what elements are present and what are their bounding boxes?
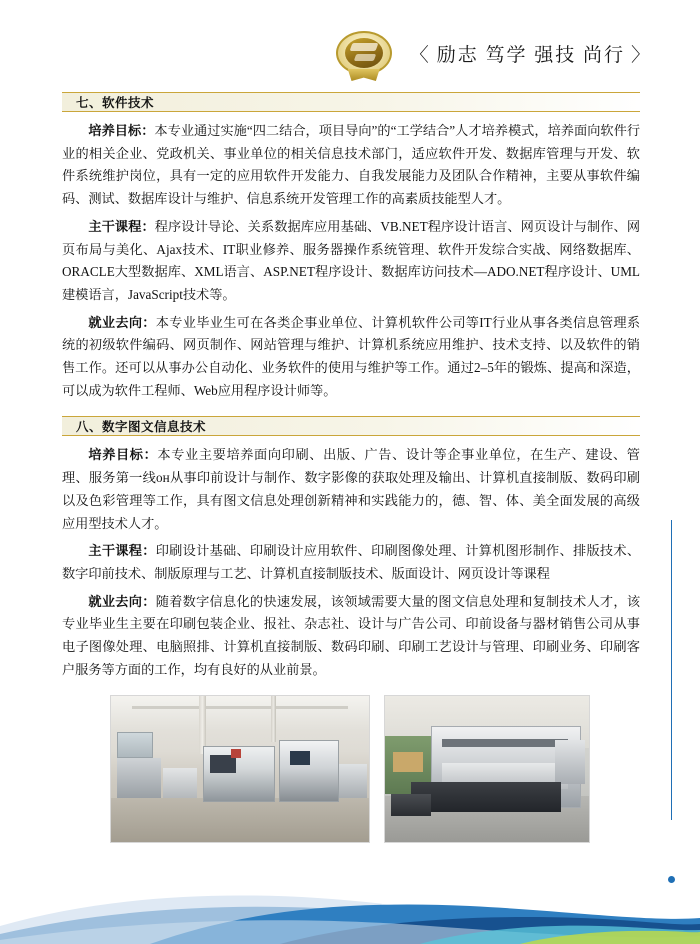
school-motto xyxy=(404,40,658,67)
motto-text: 励志 笃学 强技 尚行 xyxy=(436,44,625,66)
offset-press-photo xyxy=(384,695,590,843)
paragraph-training-objective xyxy=(62,120,640,211)
paragraph-core-courses xyxy=(62,216,640,307)
motto-close-bracket: 〉 xyxy=(630,44,652,66)
paragraph-label: 就业去向： xyxy=(88,593,156,609)
section-heading-digital-graphic-information-technology xyxy=(62,416,640,436)
paragraph-label: 主干课程： xyxy=(88,218,155,234)
digital-printing-lab-photo xyxy=(110,695,370,843)
paragraph-label: 主干课程： xyxy=(88,543,156,559)
paragraph-text: 印刷设计基础、印刷设计应用软件、印刷图像处理、计算机图形制作、排版技术、数字印前技术、制版原理与工艺、计算机直接制版技术、版面设计、网页设计等课程 xyxy=(62,543,641,581)
photo-row xyxy=(110,695,590,843)
paragraph-text: 程序设计导论、关系数据库应用基础、VB.NET程序设计语言、网页设计与制作、网页布局与美化、Ajax技术、IT职业修养、服务器操作系统管理、软件开发综合实战、网络数据库、ORACLE大型数据库、XML语言、ASP.NET程序设计、数据库访问技术—ADO.NET程序设计、UML建模语言，JavaScript技术等。 xyxy=(62,218,641,302)
document-body xyxy=(62,92,640,686)
paragraph-label: 就业去向： xyxy=(88,314,156,330)
section-heading-software-technology xyxy=(62,92,640,112)
paragraph-training-objective xyxy=(62,444,640,535)
paragraph-text: 本专业主要培养面向印刷、出版、广告、设计等企事业单位，在生产、建设、管理、服务第一线он从事印前设计与制作、数字影像的获取处理及输出、计算机直接制版、数码印刷以及色彩管理等工作，具有图文信息处理创新精神和实践能力的，德、智、体、美全面发展的高级应用型技术人才。 xyxy=(62,447,640,531)
footer-wave-decoration xyxy=(0,834,700,944)
paragraph-label: 培养目标： xyxy=(88,447,158,463)
paragraph-text: 本专业通过实施“四二结合，项目导向”的“工学结合”人才培养模式，培养面向软件行业的相关企业、党政机关、事业单位的相关信息技术部门，适应软件开发、数据库管理与开发、软件系统维护岗位，具有一定的应用软件开发能力、自我发展能力及团队合作精神，主要从事软件编码、测试、数据库设计与维护、信息系统开发管理工作的高素质技能型人才。 xyxy=(62,123,641,207)
paragraph-text: 随着数字信息化的快速发展，该领域需要大量的图文信息处理和复制技术人才，该专业毕业生主要在印刷包装企业、报社、杂志社、设计与广告公司、印前设备与器材销售公司从事电子图像处理、电脑照排、计算机直接制版、数码印刷、印刷工艺设计与管理、印刷业务、印刷客户服务等方面的工作，均有良好的从业前景。 xyxy=(62,593,641,677)
paragraph-core-courses xyxy=(62,540,640,585)
paragraph-employment xyxy=(62,312,640,403)
right-vertical-rule xyxy=(671,520,672,820)
motto-open-bracket: 〈 xyxy=(409,44,431,66)
school-emblem-icon xyxy=(336,27,392,79)
section-title: 七、软件技术 xyxy=(76,96,155,110)
page-header xyxy=(0,22,700,84)
paragraph-employment xyxy=(62,591,640,682)
section-title: 八、数字图文信息技术 xyxy=(76,420,207,435)
paragraph-text: 本专业毕业生可在各类企事业单位、计算机软件公司等IT行业从事各类信息管理系统的初级软件编码、网页制作、网站管理与维护、计算机系统应用维护、技术支持、以及软件的销售工作。还可以从事办公自动化、业务软件的使用与维护等工作。通过2–5年的锻炼、提高和深造，可以成为软件工程师、Web应用程序设计师等。 xyxy=(62,314,641,398)
paragraph-label: 培养目标： xyxy=(88,123,155,138)
